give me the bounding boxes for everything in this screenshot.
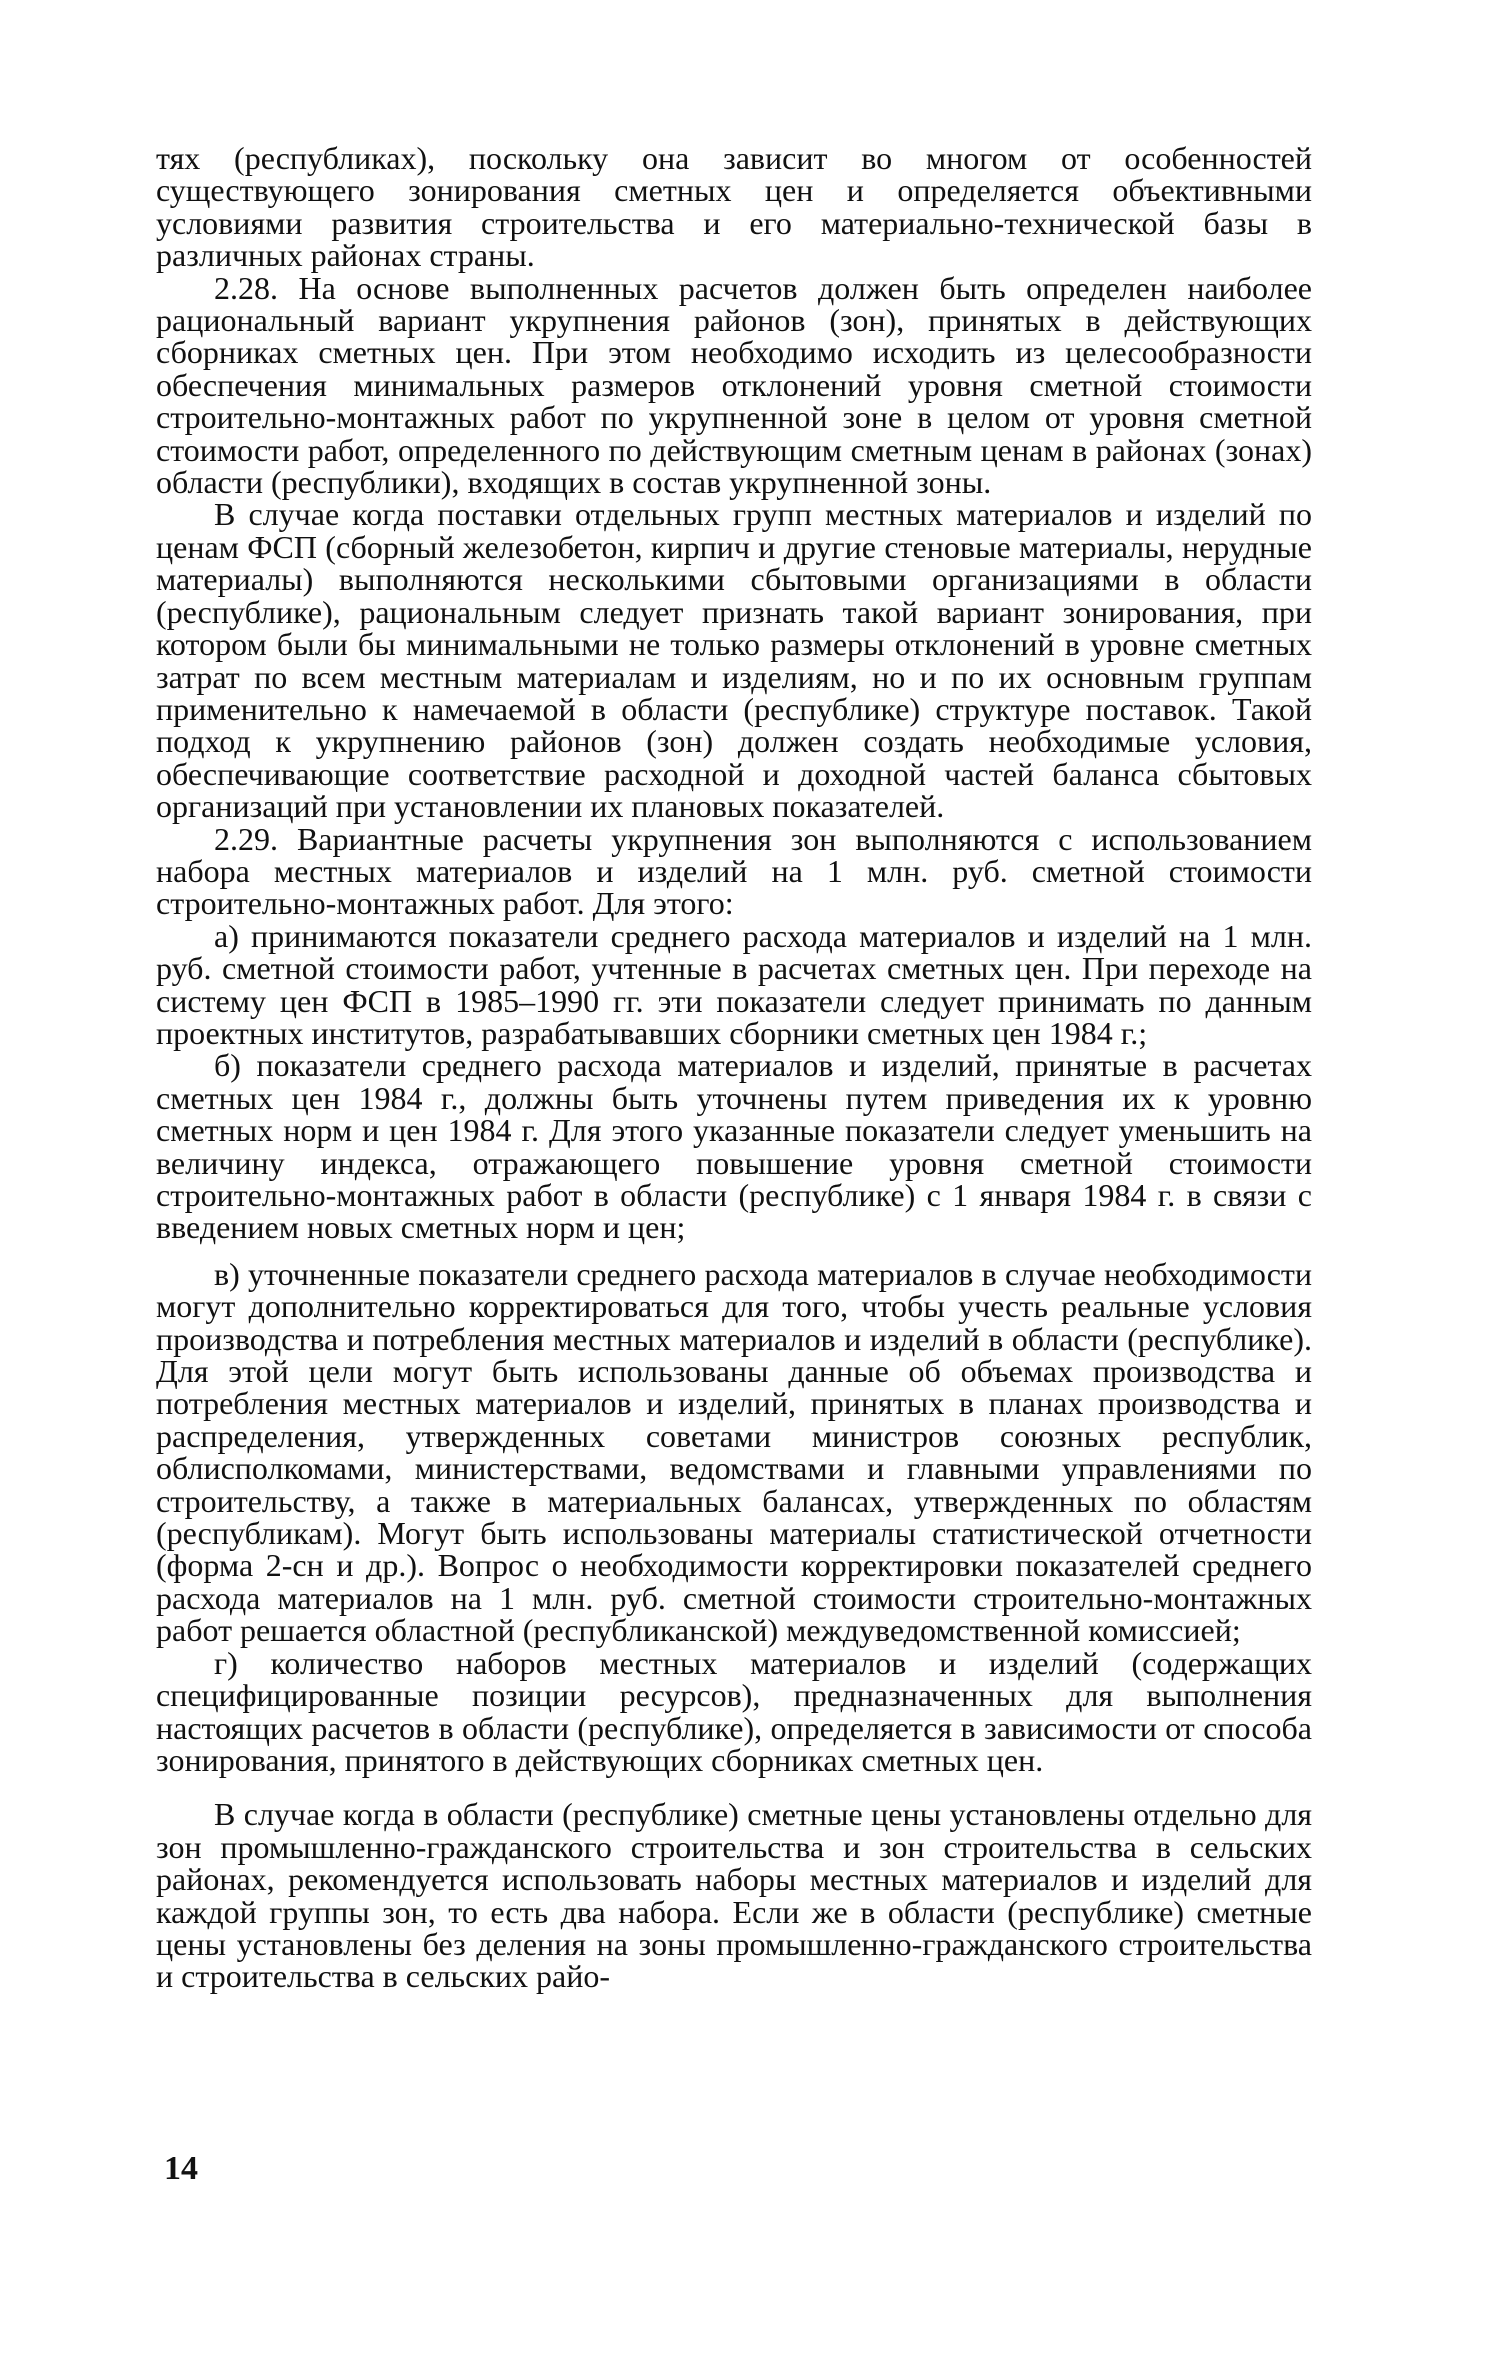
page-number: 14 — [164, 2150, 198, 2187]
paragraph-fsp-deliveries: В случае когда поставки отдельных групп местных материалов и изделий по ценам ФСП (сборный железобетон, кирпич и другие стеновые материалы, нерудные материалы) выполняются несколькими сбытовыми организациями в области (республике), рациональным следует признать такой вариант зонирования, при котором были бы минимальными не только размеры отклонений в уровне сметных затрат по всем местным материалам и изделиям, но и по их основным группам применительно к намечаемой в области (республике) структуре поставок. Такой подход к укрупнению районов (зон) должен создать необходимые условия, обеспечивающие соответствие расходной и доходной частей баланса сбытовых организаций при установлении их плановых показателей. — [156, 496, 1312, 825]
paragraph-2-28: 2.28. На основе выполненных расчетов должен быть определен наиболее рациональный вариант укрупнения районов (зон), принятых в действующих сборниках сметных цен. При этом необходимо исходить из целесообразности обеспечения минимальных размеров отклонений уровня сметной стоимости строительно-монтажных работ по укрупненной зоне в целом от уровня сметной стоимости работ, определенного по действующим сметным ценам в районах (зонах) области (республики), входящих в состав укрупненной зоны. — [156, 269, 1312, 501]
list-item-v: в) уточненные показатели среднего расхода материалов в случае необходимости могут дополнительно корректироваться для того, чтобы учесть реальные условия производства и потребления местных материалов и изделий в области (республике). Для этой цели могут быть использованы данные об объемах производства и потребления местных материалов и изделий, принятых в планах производства и распределения, утвержденных советами министров союзных республик, облисполкомами, министерствами, ведомствами и главными управлениями по строительству, а также в материальных балансах, утвержденных по областям (республикам). Могут быть использованы материалы статистической отчетности (форма 2-сн и др.). Вопрос о необходимости корректировки показателей среднего расхода материалов на 1 млн. руб. сметной стоимости строительно-монтажных работ решается областной (республиканской) междуведомственной комиссией; — [156, 1255, 1312, 1649]
list-item-a: а) принимаются показатели среднего расхода материалов и изделий на 1 млн. руб. сметной стоимости работ, учтенные в расчетах сметных цен. При переходе на систему цен ФСП в 1985–1990 гг. эти показатели следует принимать по данным проектных институтов, разрабатывавших сборники сметных цен 1984 г.; — [156, 917, 1312, 1051]
list-item-g: г) количество наборов местных материалов и изделий (содержащих специфицированные позиции ресурсов), предназначенных для выполнения настоящих расчетов в области (республике), определяется в зависимости от способа зонирования, принятого в действующих сборниках сметных цен. — [156, 1644, 1312, 1778]
paragraph-2-29: 2.29. Вариантные расчеты укрупнения зон выполняются с использованием набора местных материалов и изделий на 1 млн. руб. сметной стоимости строительно-монтажных работ. Для этого: — [156, 820, 1312, 922]
body-text — [156, 142, 1312, 1993]
list-item-b: б) показатели среднего расхода материалов и изделий, принятые в расчетах сметных цен 1984 г., должны быть уточнены путем приведения их к уровню сметных норм и цен 1984 г. Для этого указанные показатели следует уменьшить на величину индекса, отражающего повышение уровня сметной стоимости строительно-монтажных работ в области (республике) с 1 января 1984 г. в связи с введением новых сметных норм и цен; — [156, 1047, 1312, 1246]
paragraph-continuation: тях (республиках), поскольку она зависит во многом от особенностей существующего зонирования сметных цен и определяется объективными условиями развития строительства и его материально-технической базы в различных районах страны. — [156, 140, 1312, 274]
paragraph-zones: В случае когда в области (республике) сметные цены установлены отдельно для зон промышленно-гражданского строительства и зон строительства в сельских районах, рекомендуется использовать наборы местных материалов и изделий для каждой группы зон, то есть два набора. Если же в области (республике) сметные цены установлены без деления на зоны промышленно-гражданского строительства и строительства в сельских райо- — [156, 1796, 1312, 1995]
